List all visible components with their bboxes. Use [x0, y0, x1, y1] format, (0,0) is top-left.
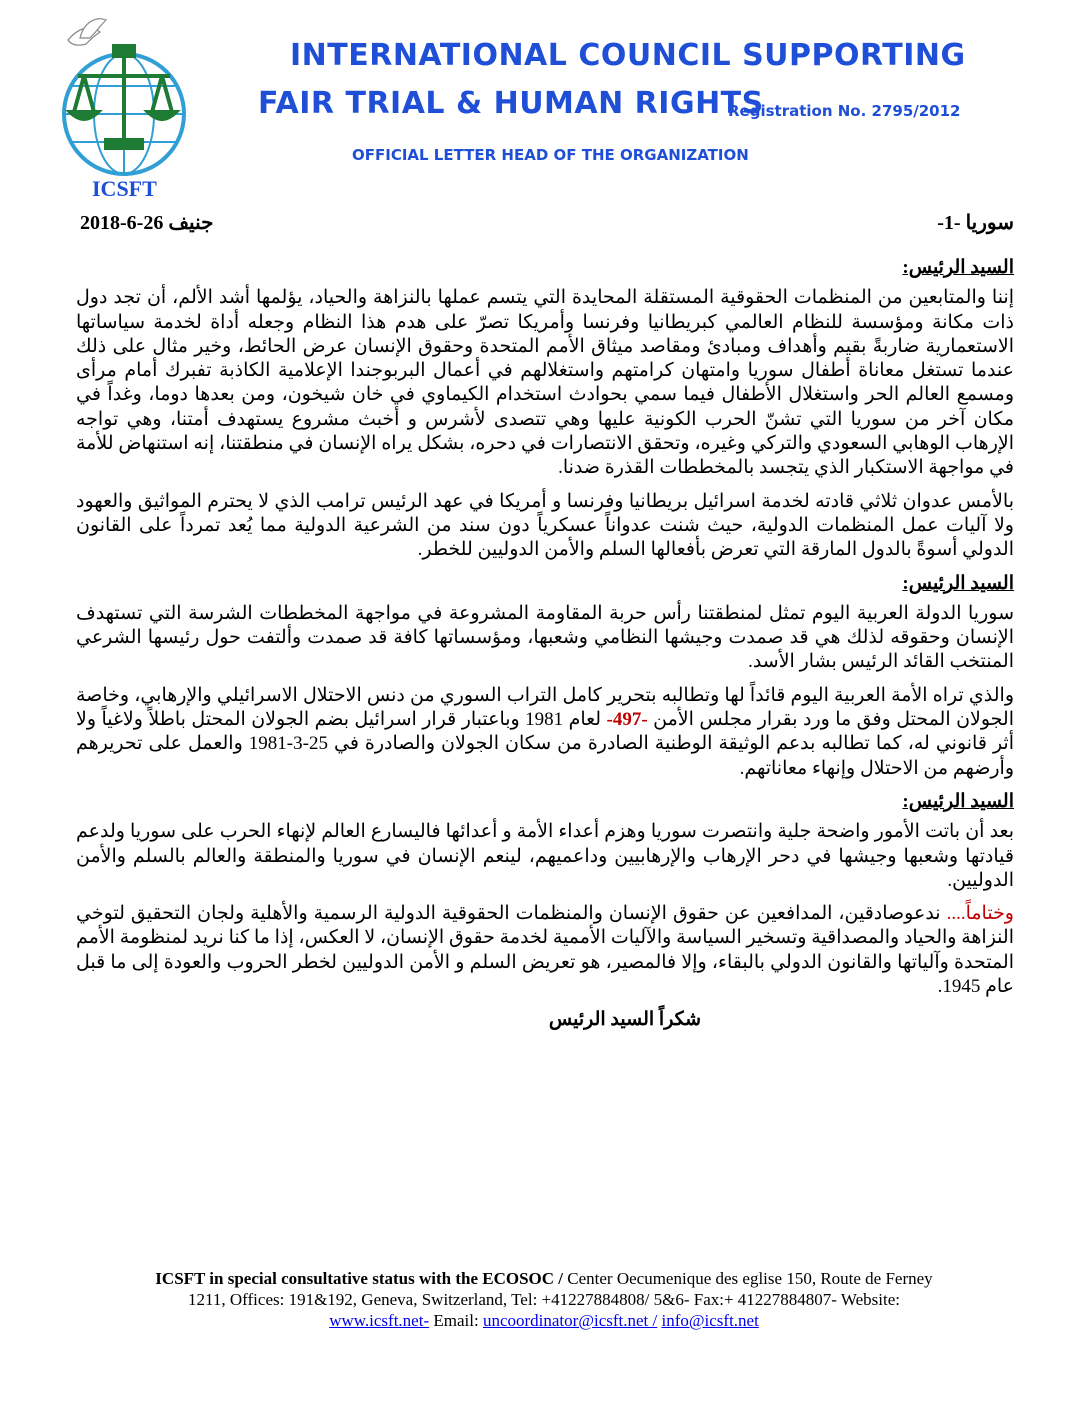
letterhead-caption: OFFICIAL LETTER HEAD OF THE ORGANIZATION [352, 146, 749, 164]
letter-body [76, 256, 1014, 1042]
logo-text: ICSFT [92, 176, 157, 201]
closing-thanks: شكراً السيد الرئيس [548, 1009, 702, 1031]
paragraph-5: بعد أن باتت الأمور واضحة جلية وانتصرت سوريا وهزم أعداء الأمة و أعدائها فاليسارع العالم لإنهاء الحرب على سوريا ولدعم قيادتها وشعبها وجيشها في دحر الإرهاب والإرهابيين وداعميهم، لينعم الإنسان في سوريا والمنطقة والعالم بالسلم والأمن الدوليين. [76, 821, 1014, 891]
salutation: السيد الرئيس: [902, 572, 1014, 594]
footer-address: Center Oecumenique des eglise 150, Route de Ferney [563, 1269, 933, 1288]
paragraph-4 [76, 684, 1014, 781]
paragraph-6 [76, 902, 1014, 999]
salutation: السيد الرئيس: [902, 257, 1014, 278]
paragraph-6-text: ندعوصادقين، المدافعين عن حقوق الإنسان والمنظمات الحقوقية الدولية الرسمية والأهلية ولجان التحقيق لتوخي النزاهة والحياد والمصداقية وتسخير السياسة والآليات الأممية لخدمة حقوق الإنسان، لا العكس، إذا ما كنا نريد لمنظومة الأمم المتحدة وآلياتها والقانون الدولي بالبقاء، وإلا فالمصير، هو تعريض السلم و الأمن الدوليين لخطر الحروب والعودة إلى ما قبل عام 1945. [76, 903, 1014, 998]
letter-date: جنيف 26-6-2018 [80, 212, 214, 234]
letter-footer [56, 1268, 1032, 1331]
footer-line-3 [56, 1310, 1032, 1331]
email-link-info[interactable]: info@icsft.net [661, 1311, 759, 1330]
salutation: السيد الرئيس: [902, 790, 1014, 812]
page-label: سوريا -1- [937, 212, 1014, 234]
paragraph-2: بالأمس عدوان ثلاثي قادته لخدمة اسرائيل بريطانيا وفرنسا و أمريكا في عهد الرئيس ترامب الذي لا يحترم المواثيق والعهود ولا آليات عمل المنظمات الدولية، حيث شنت عدواناً عسكرياً دون سند من الشرعية الدولية مما يُعد تمرداً على القانون الدولي أسوةً بالدول المارقة التي تعرض بأفعالها السلم والأمن الدوليين للخطر. [76, 490, 1014, 561]
closing-lead: وختاماً.... [946, 903, 1014, 925]
email-label: Email: [429, 1311, 483, 1330]
paragraph-4-part-a: والذي تراه الأمة العربية اليوم قائداً لها وتطالبه بتحرير كامل التراب السوري من دنس الاحتلال الاسرائيلي والإرهابي، وخاصة الجولان المحتل وفق ما ورد بقرار مجلس الأمن [76, 684, 1015, 731]
website-link[interactable]: www.icsft.net- [329, 1311, 430, 1330]
footer-line-1 [56, 1268, 1032, 1289]
registration-number: Registration No. 2795/2012 [728, 102, 961, 120]
footer-line-2: 1211, Offices: 191&192, Geneva, Switzerland, Tel: +41227884808/ 5&6- Fax:+ 41227884807- Website: [188, 1290, 900, 1309]
letter-meta-row [80, 210, 1014, 240]
organization-name-line1: INTERNATIONAL COUNCIL SUPPORTING [290, 38, 966, 73]
paragraph-3: سوريا الدولة العربية اليوم تمثل لمنطقتنا رأس حربة المقاومة المشروعة في مواجهة المخططات الشرسة التي تستهدف الإنسان وحقوقه لذلك هي قد صمدت وجيشها النظامي وشعبها، ومؤسساتها كافة قد صمدت وألتفت حول رئيسها الشرعي المنتخب القائد الرئيس بشار الأسد. [76, 602, 1014, 673]
email-link-coordinator[interactable]: uncoordinator@icsft.net / [482, 1311, 658, 1330]
paragraph-1: إننا والمتابعين من المنظمات الحقوقية المستقلة المحايدة التي يتسم عملها بالنزاهة والحياد، يؤلمها أشد الألم، أن تجد دول ذات مكانة ومؤسسة للنظام العالمي كبريطانيا وفرنسا وأمريكا تصرّ على هدم هذا النظام وجعله أداة لخدمة سياساتها الاستعمارية ضاربةً بقيم وأهداف ومبادئ ومقاصد ميثاق الأمم المتحدة وحقوق الإنسان عرض الحائط، وخير مثال على ذلك عندما تستغل معاناة أطفال سوريا وامتهان كرامتهم واستغلالهم في أعمال البربوجندا الإعلامية الكاذبة تفبرك أمام مرأى ومسمع العالم الحر واستغلال الأطفال فيما سمي بحوادث استخدام الكيماوي في خان شيخون، ومن بعدها دوما، وغداً في مكان آخر من سوريا التي تشنّ الحرب الكونية عليها وهي تتصدى لأشرس و أخبث مشروع يستهدف أمتنا، وهي تواجه الإرهاب الوهابي السعودي والتركي وغيره، وتحقق الانتصارات في دحره، بشكل يراه الإنسان في منطقتنا، إنه استنهاض للأمة في مواجهة الاستكبار الذي يتجسد بالمخططات القذرة ضدنا. [76, 287, 1014, 479]
paragraph-4-part-b: لعام 1981 وباعتبار قرار اسرائيل بضم الجولان المحتل باطلاً ولاغياً ولا أثر قانوني له، كما تطالبه بدعم الوثيقة الوطنية الصادرة من سكان الجولان والصادرة في 25-3-1981 والعمل على تحريرهم وأرضهم من الاحتلال وإنهاء معاناتهم. [76, 709, 1015, 779]
footer-status: ICSFT in special consultative status with the ECOSOC / [155, 1269, 564, 1288]
dove-icon [68, 19, 106, 45]
scales-of-justice-icon [70, 44, 176, 148]
resolution-number: -497- [606, 709, 648, 731]
organization-name-line2: FAIR TRIAL & HUMAN RIGHTS [258, 86, 764, 121]
